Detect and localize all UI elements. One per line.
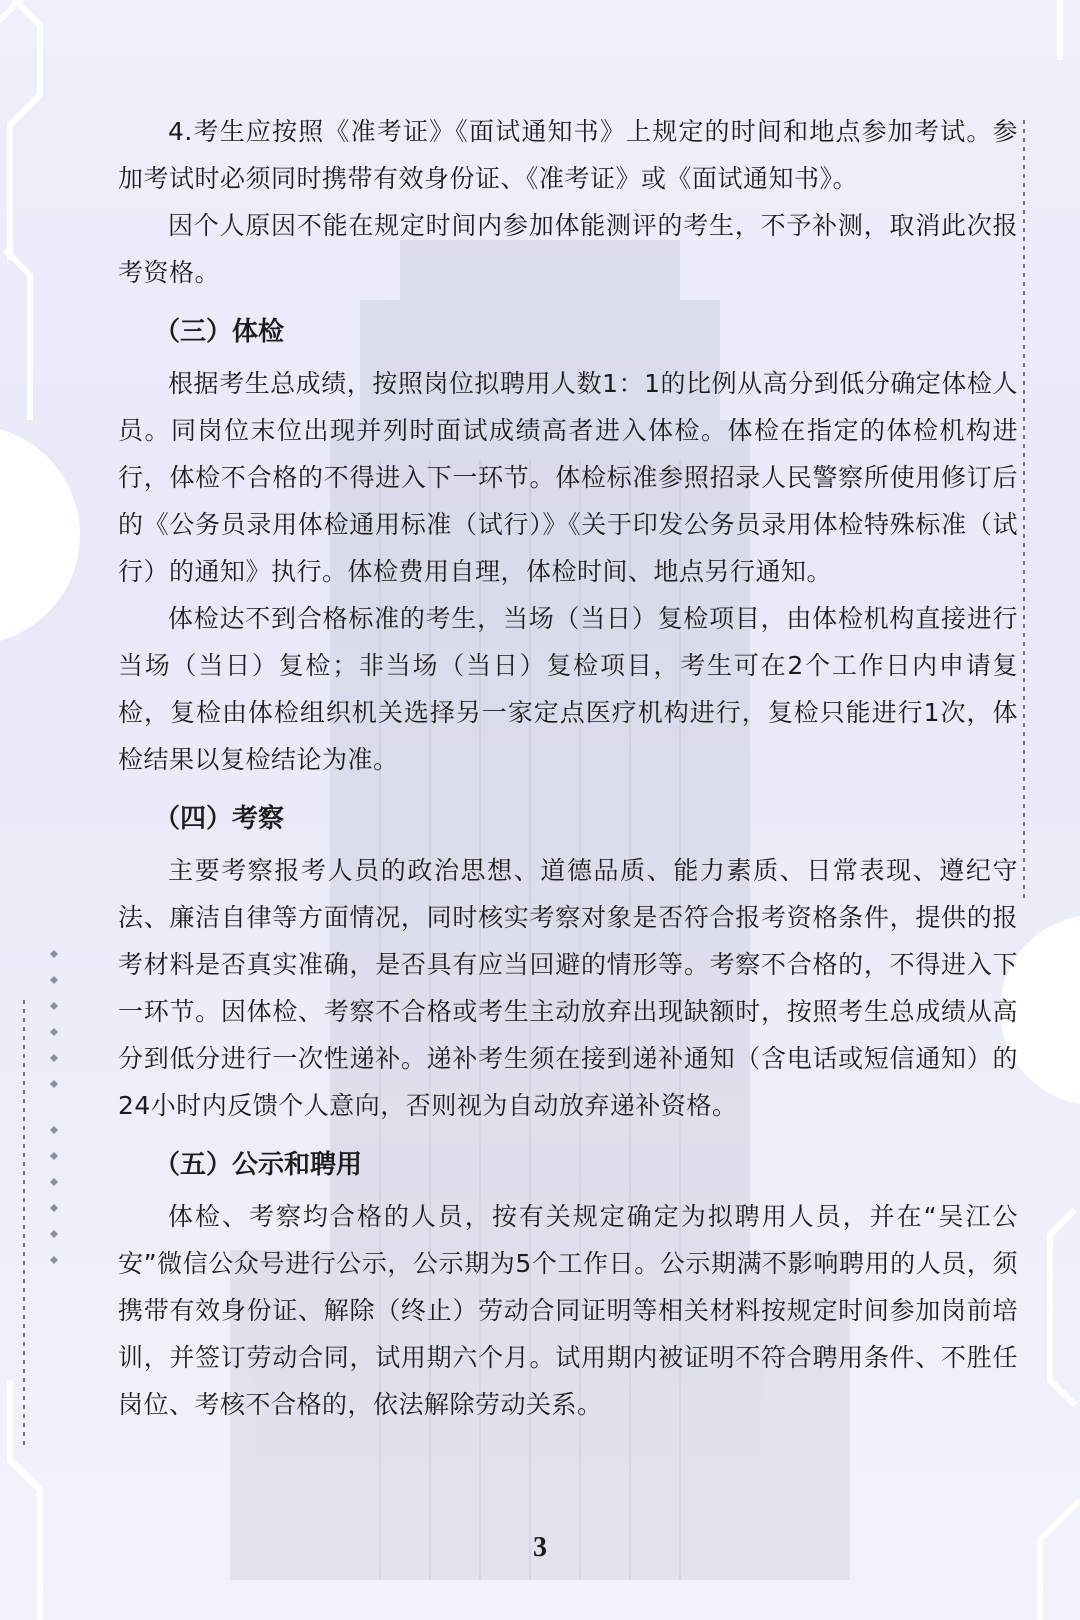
paragraph-no-makeup-test: 因个人原因不能在规定时间内参加体能测评的考生，不予补测，取消此次报考资格。 [118,211,1018,287]
document-body [118,108,1018,1428]
paragraph-publicity-hiring-rules: 体检、考察均合格的人员，按有关规定确定为拟聘用人员，并在“吴江公安”微信公众号进行公示，公示期为5个工作日。公示期满不影响聘用的人员，须携带有效身份证、解除（终止）劳动合同证明等相关材料按规定时间参加岗前培训，并签订劳动合同，试用期六个月。试用期内被证明不符合聘用条件、不胜任岗位、考核不合格的，依法解除劳动关系。 [118,1202,1018,1419]
paragraph-physical-reexam: 体检达不到合格标准的考生，当场（当日）复检项目，由体检机构直接进行当场（当日）复检；非当场（当日）复检项目，考生可在2个工作日内申请复检，复检由体检组织机关选择另一家定点医疗机构进行，复检只能进行1次，体检结果以复检结论为准。 [118,604,1018,774]
page-number: 3 [533,1532,547,1563]
paragraph-exam-attendance: 4.考生应按照《准考证》《面试通知书》上规定的时间和地点参加考试。参加考试时必须同时携带有效身份证、《准考证》或《面试通知书》。 [118,117,1018,193]
paragraph-physical-exam-rules: 根据考生总成绩，按照岗位拟聘用人数1：1的比例从高分到低分确定体检人员。同岗位末位出现并列时面试成绩高者进入体检。体检在指定的体检机构进行，体检不合格的不得进入下一环节。体检标准参照招录人民警察所使用修订后的《公务员录用体检通用标准（试行）》《关于印发公务员录用体检特殊标准（试行）的通知》执行。体检费用自理，体检时间、地点另行通知。 [118,369,1018,586]
section-heading-physical-exam: （三）体检 [154,317,285,347]
section-heading-publicity-hiring: （五）公示和聘用 [154,1150,363,1180]
left-frame-decoration [0,0,40,1620]
right-frame-decoration [1040,0,1080,1620]
left-circle-decoration [0,425,80,645]
section-heading-inspection: （四）考察 [154,804,285,834]
diamond-dots-decoration [50,950,58,1264]
paragraph-inspection-rules: 主要考察报考人员的政治思想、道德品质、能力素质、日常表现、遵纪守法、廉洁自律等方面情况，同时核实考察对象是否符合报考资格条件，提供的报考材料是否真实准确，是否具有应当回避的情形等。考察不合格的，不得进入下一环节。因体检、考察不合格或考生主动放弃出现缺额时，按照考生总成绩从高分到低分进行一次性递补。递补考生须在接到递补通知（含电话或短信通知）的24小时内反馈个人意向，否则视为自动放弃递补资格。 [118,856,1018,1120]
